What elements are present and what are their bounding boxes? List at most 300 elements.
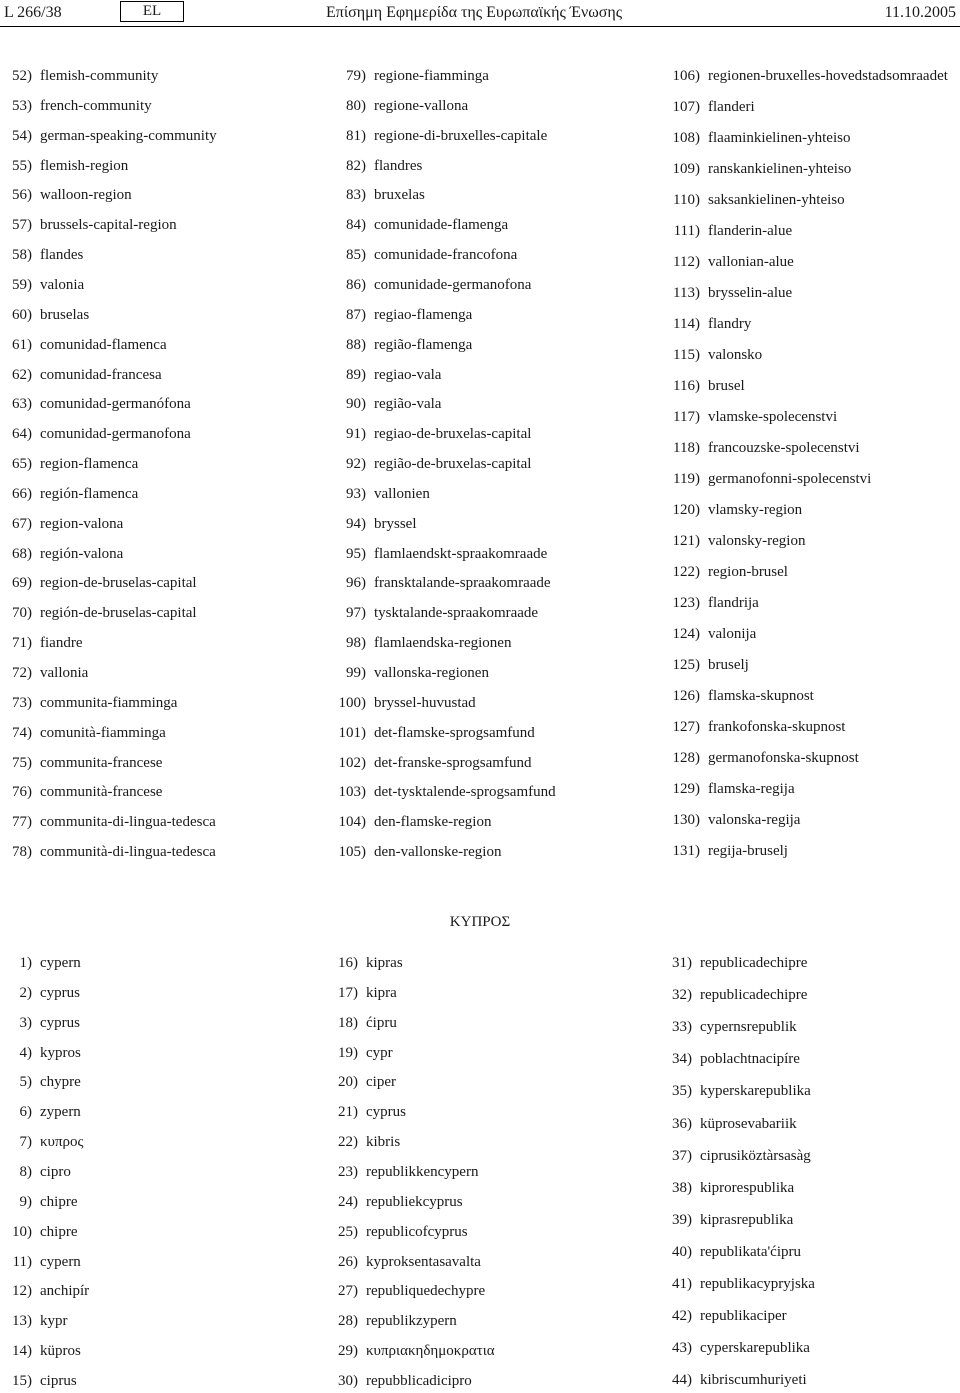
item-number: 34) <box>672 1051 692 1068</box>
item-text: republikaciper <box>700 1308 787 1325</box>
item-text: regione-di-bruxelles-capitale <box>374 127 548 144</box>
item-text: saksankielinen-yhteiso <box>708 192 845 208</box>
list-item <box>10 454 138 474</box>
item-text: ciper <box>366 1074 396 1091</box>
list-item <box>336 983 397 1003</box>
item-text: valonia <box>40 276 85 293</box>
item-text: vallonska-regionen <box>374 665 489 681</box>
list-item <box>670 655 749 675</box>
item-number: 42) <box>672 1308 692 1325</box>
list-item <box>336 514 417 534</box>
item-text: flandrija <box>708 595 759 611</box>
list-item <box>10 484 138 504</box>
item-text: cypernsrepublik <box>700 1019 797 1036</box>
item-text: flandres <box>374 157 423 174</box>
item-number: 18) <box>338 1014 358 1031</box>
item-text: flandes <box>40 247 84 264</box>
list-item <box>336 953 403 973</box>
list-item <box>10 245 83 265</box>
item-number: 81) <box>346 127 366 144</box>
item-text: flanderi <box>708 99 755 115</box>
list-item <box>336 603 538 623</box>
list-item <box>670 1017 797 1037</box>
item-number: 104) <box>338 814 366 831</box>
item-number: 28) <box>338 1313 358 1330</box>
item-text: kypr <box>40 1313 68 1330</box>
item-text: det-tysktalende-sprogsamfund <box>374 784 556 801</box>
item-text: cyprus <box>40 984 80 1001</box>
item-number: 107) <box>672 99 700 115</box>
item-number: 129) <box>672 781 700 797</box>
item-number: 96) <box>346 575 366 592</box>
item-text: comunidade-flamenga <box>374 217 509 234</box>
item-number: 4) <box>19 1044 32 1061</box>
item-number: 31) <box>672 955 692 971</box>
list-item <box>670 686 814 706</box>
item-text: republicadechipre <box>700 987 808 1004</box>
list-item <box>670 469 871 489</box>
item-number: 23) <box>338 1163 358 1180</box>
item-text: regione-fiamminga <box>374 68 489 84</box>
list-item <box>670 128 850 148</box>
list-item <box>336 1013 397 1033</box>
item-number: 25) <box>338 1223 358 1240</box>
item-text: vallonia <box>40 665 89 681</box>
item-text: region-valona <box>40 515 124 532</box>
item-text: vlamske-spolecenstvi <box>708 409 838 425</box>
item-text: tysktalande-spraakomraade <box>374 605 539 622</box>
item-text: ciprus <box>40 1372 77 1389</box>
item-text: kyperskarepublika <box>700 1083 811 1100</box>
list-item <box>10 514 123 534</box>
item-number: 38) <box>672 1179 692 1196</box>
list-item <box>670 1370 807 1390</box>
item-text: region-de-bruselas-capital <box>40 575 197 592</box>
list-item <box>336 693 476 713</box>
list-item <box>336 753 531 773</box>
item-text: ciprusiköztàrsasàg <box>700 1147 811 1164</box>
item-text: communita-fiamminga <box>40 694 178 711</box>
list-item <box>10 275 84 295</box>
item-text: brusel <box>708 378 745 394</box>
list-item <box>336 663 489 683</box>
item-text: flamska-regija <box>708 781 795 797</box>
item-number: 71) <box>12 635 32 652</box>
list-item <box>670 159 851 179</box>
item-number: 119) <box>673 471 700 487</box>
list-item <box>670 562 788 582</box>
item-number: 78) <box>12 844 32 861</box>
item-number: 79) <box>346 68 366 84</box>
list-item <box>670 500 802 520</box>
item-number: 35) <box>672 1083 692 1100</box>
list-item <box>336 1371 472 1391</box>
list-item <box>10 1192 77 1212</box>
item-number: 76) <box>12 784 32 801</box>
item-text: kypros <box>40 1044 81 1061</box>
item-text: valonsky-region <box>708 533 806 549</box>
list-item <box>10 1013 80 1033</box>
item-text: bryssel <box>374 515 417 532</box>
list-item <box>10 305 89 325</box>
item-number: 36) <box>672 1115 692 1132</box>
item-text: bruselas <box>40 306 90 323</box>
item-text: região-de-bruxelas-capital <box>374 456 532 473</box>
item-text: comunità-fiamminga <box>40 724 166 741</box>
item-text: valonska-regija <box>708 812 801 828</box>
list-item <box>336 365 441 385</box>
list-item <box>10 782 162 802</box>
item-text: vallonien <box>374 485 430 502</box>
item-number: 110) <box>673 192 700 208</box>
list-item <box>10 1341 81 1361</box>
item-number: 8) <box>19 1163 32 1180</box>
item-number: 53) <box>12 97 32 114</box>
item-number: 20) <box>338 1074 358 1091</box>
item-text: comunidad-germanofona <box>40 426 191 443</box>
list-item <box>10 1132 83 1152</box>
list-item <box>10 544 123 564</box>
item-number: 102) <box>338 754 366 771</box>
item-number: 95) <box>346 545 366 562</box>
item-text: french-community <box>40 97 152 114</box>
item-text: repubblicadicipro <box>366 1372 472 1389</box>
item-text: región-flamenca <box>40 485 139 502</box>
list-item <box>670 1274 815 1294</box>
item-number: 74) <box>12 724 32 741</box>
item-text: region-brusel <box>708 564 788 580</box>
item-text: region-flamenca <box>40 456 139 473</box>
item-text: brysselin-alue <box>708 285 793 301</box>
item-number: 39) <box>672 1211 692 1228</box>
item-text: regiao-vala <box>374 366 442 383</box>
item-number: 131) <box>672 843 700 859</box>
item-text: comunidade-francofona <box>374 247 518 264</box>
item-text: cypern <box>40 955 81 971</box>
item-number: 77) <box>12 814 32 831</box>
item-text: republikzypern <box>366 1313 457 1330</box>
item-number: 124) <box>672 626 700 642</box>
item-text: ranskankielinen-yhteiso <box>708 161 852 177</box>
item-number: 114) <box>673 316 700 332</box>
list-item <box>336 1341 495 1361</box>
item-number: 127) <box>672 719 700 735</box>
item-number: 112) <box>673 254 700 270</box>
list-item <box>336 335 472 355</box>
item-number: 65) <box>12 456 32 473</box>
list-item <box>670 1081 811 1101</box>
item-number: 58) <box>12 247 32 264</box>
item-text: flanderin-alue <box>708 223 793 239</box>
list-item <box>670 252 794 272</box>
item-text: valonsko <box>708 347 763 363</box>
item-number: 100) <box>338 694 366 711</box>
list-item <box>670 438 860 458</box>
item-text: kiprasrepublika <box>700 1211 794 1228</box>
list-item <box>336 1072 396 1092</box>
list-item <box>336 1162 478 1182</box>
item-text: küprosevabariik <box>700 1115 797 1132</box>
list-item <box>336 1043 393 1063</box>
item-number: 55) <box>12 157 32 174</box>
item-number: 87) <box>346 306 366 323</box>
item-number: 85) <box>346 247 366 264</box>
list-item <box>336 1222 468 1242</box>
list-item <box>336 454 531 474</box>
list-item <box>336 1132 400 1152</box>
item-text: cyperskarepublika <box>700 1340 810 1357</box>
list-item <box>10 335 167 355</box>
item-number: 84) <box>346 217 366 234</box>
item-number: 123) <box>672 595 700 611</box>
item-number: 68) <box>12 545 32 562</box>
list-item <box>670 66 948 86</box>
list-item <box>10 573 197 593</box>
item-number: 33) <box>672 1019 692 1036</box>
item-number: 117) <box>673 409 700 425</box>
item-text: zypern <box>40 1104 81 1121</box>
list-item <box>670 1114 797 1134</box>
item-text: communità-di-lingua-tedesca <box>40 844 216 861</box>
list-item <box>336 1102 406 1122</box>
item-number: 105) <box>338 844 366 861</box>
item-text: germanofonni-spolecenstvi <box>708 471 872 487</box>
list-item <box>336 573 551 593</box>
item-number: 122) <box>672 564 700 580</box>
list-item <box>336 66 489 86</box>
item-number: 44) <box>672 1372 692 1389</box>
list-item <box>670 985 807 1005</box>
list-item <box>10 953 81 973</box>
item-text: den-vallonske-region <box>374 844 502 861</box>
list-item <box>10 753 162 773</box>
list-item <box>670 717 845 737</box>
item-number: 14) <box>12 1343 32 1360</box>
item-number: 66) <box>12 485 32 502</box>
item-text: brussels-capital-region <box>40 217 177 234</box>
item-number: 130) <box>672 812 700 828</box>
item-number: 82) <box>346 157 366 174</box>
list-item <box>336 305 472 325</box>
item-number: 80) <box>346 97 366 114</box>
section-title: ΚΥΠΡΟΣ <box>449 914 511 930</box>
item-number: 120) <box>672 502 700 518</box>
list-item <box>10 1311 68 1331</box>
list-item <box>670 1146 811 1166</box>
list-item <box>670 376 745 396</box>
item-number: 7) <box>19 1134 32 1151</box>
item-number: 67) <box>12 515 32 532</box>
item-text: regione-vallona <box>374 97 469 114</box>
item-text: kipra <box>366 984 397 1001</box>
list-item <box>670 1242 801 1262</box>
item-text: anchipír <box>40 1283 90 1300</box>
list-item <box>670 1049 800 1069</box>
item-text: det-flamske-sprogsamfund <box>374 724 535 741</box>
item-text: kiprorespublika <box>700 1179 795 1196</box>
item-text: flemish-region <box>40 157 129 174</box>
item-number: 21) <box>338 1104 358 1121</box>
item-text: kibriscumhuriyeti <box>700 1372 807 1389</box>
item-number: 73) <box>12 694 32 711</box>
item-number: 11) <box>12 1253 32 1270</box>
item-number: 24) <box>338 1193 358 1210</box>
item-text: fransktalande-spraakomraade <box>374 575 551 592</box>
list-item <box>670 345 762 365</box>
item-text: regiao-de-bruxelas-capital <box>374 426 532 443</box>
item-text: kyproksentasavalta <box>366 1253 481 1270</box>
item-text: região-vala <box>374 396 442 413</box>
item-number: 3) <box>19 1014 32 1031</box>
item-text: flamlaendskt-spraakomraade <box>374 545 548 562</box>
list-item <box>336 544 547 564</box>
list-item <box>670 748 859 768</box>
list-item <box>10 1222 77 1242</box>
item-number: 86) <box>346 276 366 293</box>
item-number: 9) <box>19 1193 32 1210</box>
item-number: 27) <box>338 1283 358 1300</box>
item-number: 63) <box>12 396 32 413</box>
list-item <box>670 190 845 210</box>
list-item <box>336 782 556 802</box>
item-number: 26) <box>338 1253 358 1270</box>
list-item <box>336 96 468 116</box>
item-text: walloon-region <box>40 187 132 204</box>
item-number: 128) <box>672 750 700 766</box>
item-number: 75) <box>12 754 32 771</box>
item-text: republicofcyprus <box>366 1223 468 1240</box>
item-number: 13) <box>12 1313 32 1330</box>
list-item <box>670 810 800 830</box>
list-item <box>670 779 795 799</box>
list-item <box>670 1178 794 1198</box>
list-item <box>336 215 508 235</box>
list-item <box>10 365 162 385</box>
item-number: 6) <box>19 1104 32 1121</box>
item-number: 29) <box>338 1343 358 1360</box>
item-number: 15) <box>12 1372 32 1389</box>
item-number: 1) <box>19 955 32 971</box>
item-number: 61) <box>12 336 32 353</box>
item-number: 116) <box>673 378 700 394</box>
item-text: det-franske-sprogsamfund <box>374 754 532 771</box>
item-text: regiao-flamenga <box>374 306 473 323</box>
item-number: 92) <box>346 456 366 473</box>
item-text: κυπριακηδημοκρατια <box>366 1343 495 1360</box>
item-text: flandry <box>708 316 752 332</box>
item-number: 52) <box>12 68 32 84</box>
list-item <box>10 1162 71 1182</box>
item-number: 59) <box>12 276 32 293</box>
item-number: 93) <box>346 485 366 502</box>
item-number: 10) <box>12 1223 32 1240</box>
item-text: republikkencypern <box>366 1163 479 1180</box>
item-text: flaaminkielinen-yhteiso <box>708 130 851 146</box>
item-number: 70) <box>12 605 32 622</box>
item-text: cypern <box>40 1253 81 1270</box>
item-text: bryssel-huvustad <box>374 694 476 711</box>
item-text: communita-di-lingua-tedesca <box>40 814 216 831</box>
item-number: 2) <box>19 984 32 1001</box>
item-text: flamska-skupnost <box>708 688 814 704</box>
item-number: 41) <box>672 1276 692 1292</box>
item-text: republikacypryjska <box>700 1276 815 1292</box>
item-number: 32) <box>672 987 692 1004</box>
item-number: 126) <box>672 688 700 704</box>
list-item <box>336 1252 481 1272</box>
list-item <box>336 842 501 862</box>
item-text: región-valona <box>40 545 124 562</box>
item-number: 69) <box>12 575 32 592</box>
list-item <box>670 1338 810 1358</box>
item-number: 16) <box>338 955 358 971</box>
list-item <box>336 1311 457 1331</box>
item-text: região-flamenga <box>374 336 473 353</box>
list-item <box>336 185 425 205</box>
item-number: 91) <box>346 426 366 443</box>
item-number: 97) <box>346 605 366 622</box>
item-text: communità-francese <box>40 784 163 801</box>
item-text: comunidade-germanofona <box>374 276 532 293</box>
list-item <box>670 407 837 427</box>
list-item <box>336 484 430 504</box>
item-text: communita-francese <box>40 754 163 771</box>
item-text: republiquedechypre <box>366 1283 486 1300</box>
list-item <box>10 215 177 235</box>
item-number: 99) <box>346 665 366 681</box>
item-number: 22) <box>338 1134 358 1151</box>
list-item <box>10 842 216 862</box>
item-text: cyprus <box>366 1104 406 1121</box>
item-number: 5) <box>19 1074 32 1091</box>
publication-date: 11.10.2005 <box>884 4 956 21</box>
item-number: 12) <box>12 1283 32 1300</box>
item-text: den-flamske-region <box>374 814 492 831</box>
item-number: 40) <box>672 1243 692 1260</box>
item-number: 111) <box>673 223 700 239</box>
item-text: comunidad-germanófona <box>40 396 191 413</box>
item-number: 37) <box>672 1147 692 1164</box>
item-number: 64) <box>12 426 32 443</box>
list-item <box>670 221 792 241</box>
language-badge: EL <box>120 1 184 22</box>
item-text: frankofonska-skupnost <box>708 719 846 735</box>
item-text: κυπρος <box>40 1134 84 1151</box>
item-number: 108) <box>672 130 700 146</box>
list-item <box>670 841 788 861</box>
list-item <box>670 314 751 334</box>
item-number: 90) <box>346 396 366 413</box>
page-header <box>0 0 960 27</box>
list-item <box>670 283 792 303</box>
list-item <box>10 983 80 1003</box>
item-number: 19) <box>338 1044 358 1061</box>
list-item <box>10 66 158 86</box>
item-number: 115) <box>673 347 700 363</box>
list-item <box>10 96 152 116</box>
item-text: germanofonska-skupnost <box>708 750 859 766</box>
list-item <box>336 1192 463 1212</box>
page-reference: L 266/38 <box>4 4 62 21</box>
item-number: 89) <box>346 366 366 383</box>
item-text: bruselj <box>708 657 749 673</box>
list-item <box>670 531 805 551</box>
item-text: comunidad-flamenca <box>40 336 167 353</box>
item-text: chypre <box>40 1074 81 1091</box>
item-number: 101) <box>338 724 366 741</box>
list-item <box>336 156 422 176</box>
item-number: 17) <box>338 984 358 1001</box>
